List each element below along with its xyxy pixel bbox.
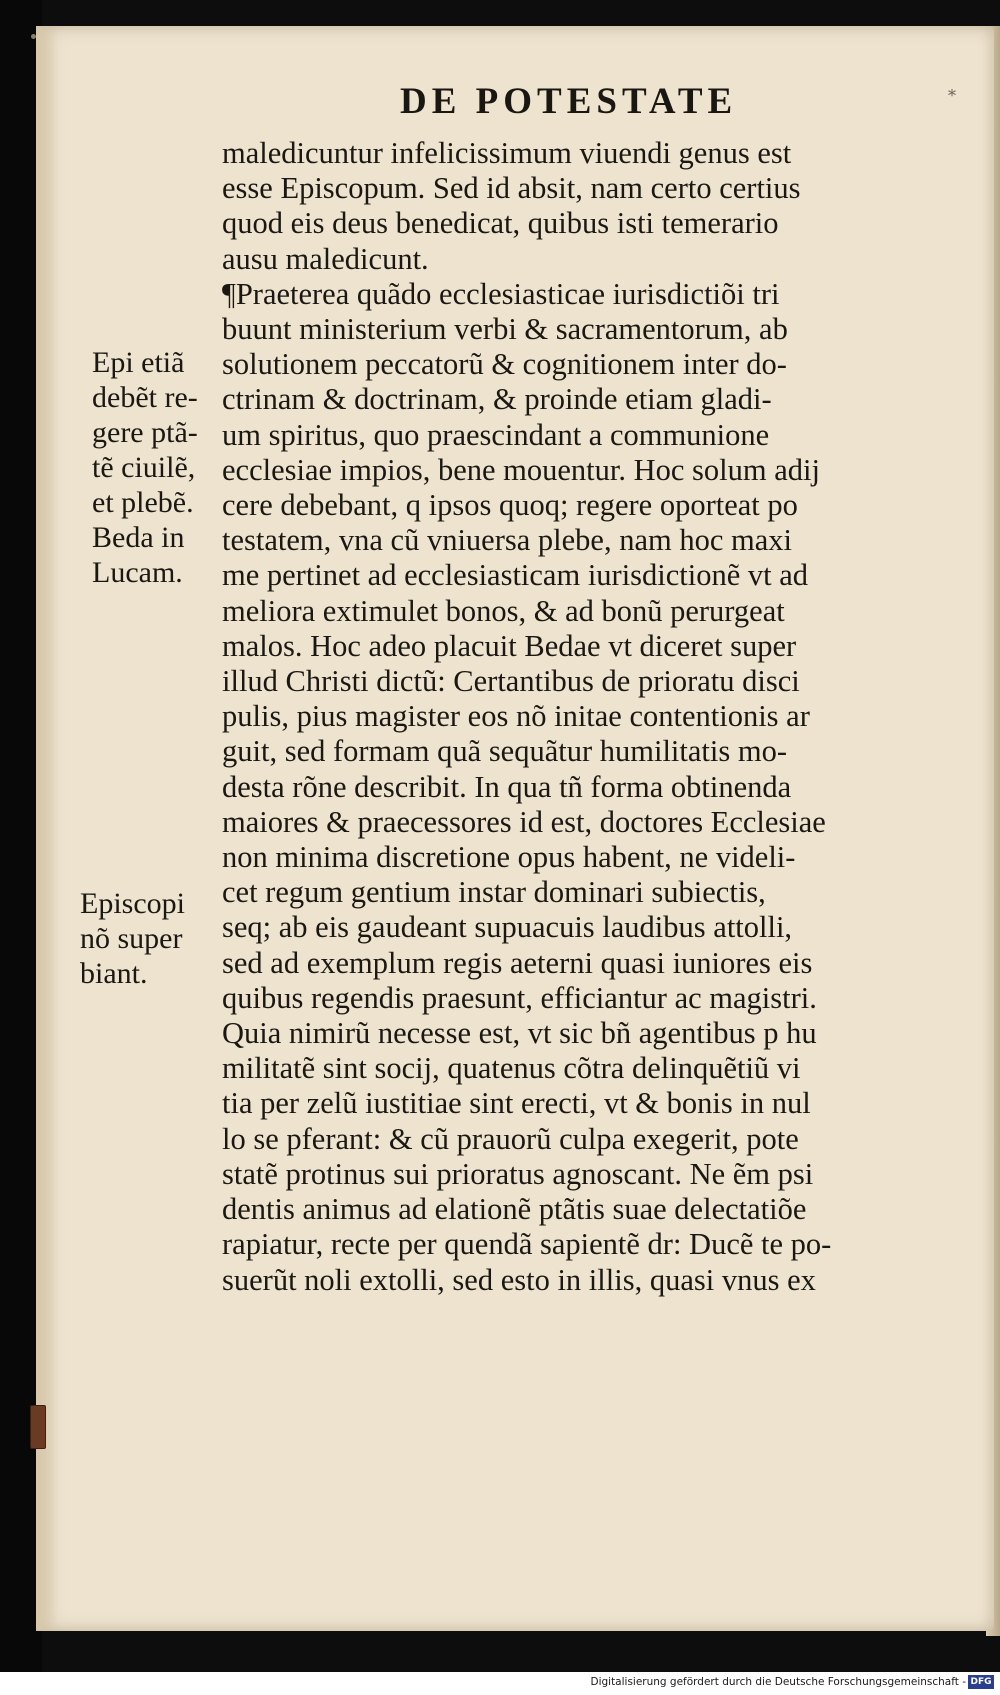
text-line: maledicuntur infelicissimum viuendi genus est bbox=[222, 136, 792, 170]
text-line: statẽ protinus sui prioratus agnoscant. Ne ẽm psi bbox=[222, 1156, 814, 1191]
marginal-line: gere ptã- bbox=[92, 416, 198, 449]
marginal-line: Beda in bbox=[92, 521, 185, 554]
marginal-line: et plebẽ. bbox=[92, 486, 194, 519]
text-line: quibus regendis praesunt, efficiantur ac magistri. bbox=[222, 980, 817, 1015]
text-line: tia per zelũ iustitiae sint erecti, vt & bonis in nul bbox=[222, 1086, 811, 1121]
marginal-line: tẽ ciuilẽ, bbox=[92, 451, 196, 484]
funding-credit: Digitalisierung gefördert durch die Deutsche Forschungsgemeinschaft - bbox=[590, 1676, 966, 1688]
text-line: illud Christi dictũ: Certantibus de prioratu disci bbox=[222, 664, 800, 699]
book-clasp bbox=[30, 1405, 46, 1449]
text-line: quod eis deus benedicat, quibus isti temerario bbox=[222, 206, 779, 241]
page-mark: * bbox=[948, 86, 956, 105]
text-line: testatem, vna cũ vniuersa plebe, nam hoc maxi bbox=[222, 523, 792, 558]
text-line: maiores & praecessores id est, doctores Ecclesiae bbox=[222, 804, 826, 839]
marginal-line: Lucam. bbox=[92, 556, 183, 589]
text-line: pulis, pius magister eos nõ initae contentionis ar bbox=[222, 699, 810, 734]
marginal-note-bishops-not-proud bbox=[80, 886, 220, 991]
text-line: guit, sed formam quã sequãtur humilitatis mo- bbox=[222, 734, 787, 769]
text-line: lo se pferant: & cũ prauorũ culpa exegerit, pote bbox=[222, 1121, 799, 1156]
text-line: Quia nimirũ necesse est, vt sic bñ agentibus p hu bbox=[222, 1016, 817, 1051]
text-line: non minima discretione opus habent, ne videli- bbox=[222, 840, 796, 875]
text-line: dentis animus ad elationẽ ptãtis suae delectatiõe bbox=[222, 1192, 807, 1227]
binding-nail bbox=[31, 34, 36, 39]
marginal-note-bishops-civil-power bbox=[92, 345, 232, 590]
marginal-line: nõ super bbox=[80, 922, 183, 955]
text-line: ctrinam & doctrinam, & proinde etiam gladi- bbox=[222, 382, 772, 417]
marginal-line: Epi etiã bbox=[92, 346, 185, 379]
text-line: esse Episcopum. Sed id absit, nam certo certius bbox=[222, 171, 801, 206]
running-title: DE POTESTATE bbox=[400, 81, 738, 122]
text-line: sed ad exemplum regis aeterni quasi iuniores eis bbox=[222, 945, 813, 980]
marginal-line: biant. bbox=[80, 957, 148, 990]
text-line: ausu maledicunt. bbox=[222, 241, 429, 276]
marginal-line: Episcopi bbox=[80, 887, 185, 920]
text-line: meliora extimulet bonos, & ad bonũ perurgeat bbox=[222, 593, 785, 628]
text-line: um spiritus, quo praescindant a communione bbox=[222, 417, 770, 452]
text-line: seq; ab eis gaudeant supuacuis laudibus attolli, bbox=[222, 910, 793, 945]
text-line: me pertinet ad ecclesiasticam iurisdictionẽ vt ad bbox=[222, 558, 809, 593]
marginal-line: debẽt re- bbox=[92, 381, 198, 414]
text-line: buunt ministerium verbi & sacramentorum, ab bbox=[222, 312, 788, 347]
text-line: solutionem peccatorũ & cognitionem inter do- bbox=[222, 347, 787, 382]
text-line: ecclesiae impios, bene mouentur. Hoc solum adij bbox=[222, 452, 820, 487]
text-line: suerũt noli extolli, sed esto in illis, quasi vnus ex bbox=[222, 1262, 816, 1297]
text-line: desta rõne describit. In qua tñ forma obtinenda bbox=[222, 769, 792, 804]
text-line: rapiatur, recte per quendã sapientẽ dr: Ducẽ te po- bbox=[222, 1227, 832, 1262]
text-line: militatẽ sint socij, quatenus cõtra delinquẽtiũ vi bbox=[222, 1051, 801, 1086]
text-line: malos. Hoc adeo placuit Bedae vt diceret super bbox=[222, 628, 797, 663]
text-line: ¶Praeterea quãdo ecclesiasticae iurisdictiõi tri bbox=[222, 276, 780, 311]
text-line: cere debebant, q ipsos quoq; regere oporteat po bbox=[222, 488, 798, 523]
dfg-logo-icon: DFG bbox=[968, 1675, 994, 1689]
main-text-block bbox=[222, 136, 942, 1298]
text-line: cet regum gentium instar dominari subiectis, bbox=[222, 875, 766, 910]
